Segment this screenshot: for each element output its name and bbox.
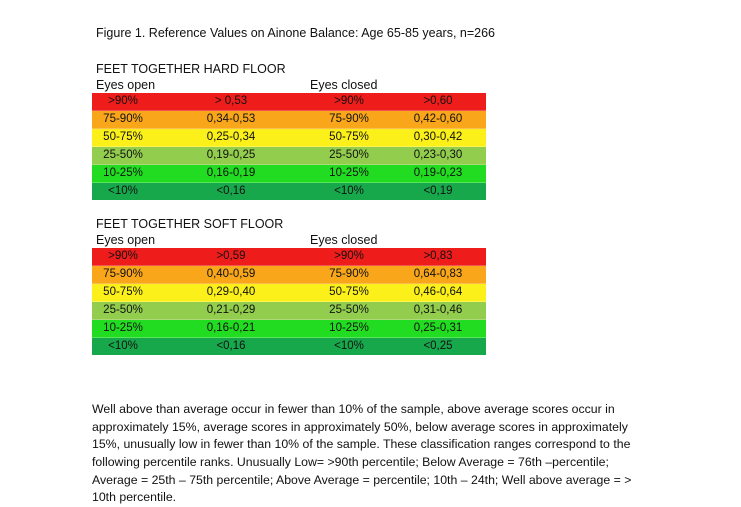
hard-floor-section (92, 61, 486, 200)
soft-floor-heading: FEET TOGETHER SOFT FLOOR (96, 217, 284, 231)
eyes-open-value: >0,59 (216, 250, 246, 262)
soft-floor-section (92, 216, 486, 355)
hard-floor-heading: FEET TOGETHER HARD FLOOR (96, 62, 286, 76)
hard-floor-eyes-closed-label: Eyes closed (310, 78, 378, 92)
eyes-open-value: 0,34-0,53 (154, 111, 308, 129)
hard-floor-subheader (92, 77, 486, 93)
eyes-closed-value: <0,19 (390, 183, 486, 201)
eyes-closed-percentile: <10% (308, 183, 390, 201)
table-row (92, 183, 486, 201)
table-row (92, 147, 486, 165)
table-row (92, 320, 486, 338)
table-row (92, 338, 486, 356)
eyes-open-value: <0,16 (154, 183, 308, 201)
eyes-closed-percentile: <10% (308, 338, 390, 356)
table-row (92, 93, 486, 111)
eyes-closed-percentile: >90% (334, 95, 364, 107)
eyes-closed-percentile: >90% (334, 250, 364, 262)
eyes-open-percentile: >90% (108, 95, 138, 107)
eyes-open-value: 0,40-0,59 (154, 266, 308, 284)
eyes-open-value: 0,16-0,21 (154, 320, 308, 338)
soft-floor-table (92, 248, 486, 355)
eyes-open-percentile: 25-50% (92, 147, 154, 165)
figure-title: Figure 1. Reference Values on Ainone Balance: Age 65-85 years, n=266 (96, 26, 495, 40)
eyes-open-value: <0,16 (154, 338, 308, 356)
table-row (92, 111, 486, 129)
eyes-open-percentile: 75-90% (92, 266, 154, 284)
eyes-closed-value: 0,25-0,31 (390, 320, 486, 338)
eyes-closed-value: 0,19-0,23 (390, 165, 486, 183)
eyes-closed-percentile: 10-25% (308, 165, 390, 183)
eyes-closed-value: <0,25 (390, 338, 486, 356)
description-paragraph: Well above than average occur in fewer than 10% of the sample, above average scores occur in approximately 15%, average scores in approximately 50%, below average scores in approximately 15%, unusually low in fewer than 10% of the sample. These classification ranges correspond to the following percentile ranks. Unusually Low= >90th percentile; Below Average = 76th –percentile; Average = 25th – 75th percentile; Above Average = percentile; 10th – 24th; Well above average = > 10th percentile. (92, 402, 632, 505)
eyes-open-percentile: <10% (92, 338, 154, 356)
eyes-closed-value: >0,60 (423, 95, 453, 107)
table-row (92, 266, 486, 284)
eyes-open-value: 0,25-0,34 (154, 129, 308, 147)
eyes-closed-value: 0,30-0,42 (390, 129, 486, 147)
eyes-open-value: 0,29-0,40 (154, 284, 308, 302)
eyes-open-percentile: 75-90% (92, 111, 154, 129)
table-row (92, 129, 486, 147)
eyes-closed-percentile: 50-75% (308, 129, 390, 147)
eyes-closed-value: 0,42-0,60 (390, 111, 486, 129)
eyes-closed-percentile: 25-50% (308, 302, 390, 320)
table-row (92, 284, 486, 302)
eyes-open-value: > 0,53 (214, 95, 248, 107)
eyes-open-percentile: <10% (92, 183, 154, 201)
eyes-closed-value: 0,46-0,64 (390, 284, 486, 302)
eyes-closed-percentile: 10-25% (308, 320, 390, 338)
eyes-open-value: 0,19-0,25 (154, 147, 308, 165)
eyes-open-value: 0,16-0,19 (154, 165, 308, 183)
eyes-open-percentile: 50-75% (92, 284, 154, 302)
eyes-closed-value: 0,23-0,30 (390, 147, 486, 165)
eyes-open-percentile: >90% (108, 250, 138, 262)
eyes-closed-value: 0,31-0,46 (390, 302, 486, 320)
eyes-open-percentile: 10-25% (92, 165, 154, 183)
table-row (92, 248, 486, 266)
eyes-closed-percentile: 75-90% (308, 111, 390, 129)
eyes-closed-percentile: 75-90% (308, 266, 390, 284)
eyes-closed-percentile: 25-50% (308, 147, 390, 165)
eyes-open-percentile: 25-50% (92, 302, 154, 320)
soft-floor-subheader (92, 232, 486, 248)
hard-floor-eyes-open-label: Eyes open (96, 78, 156, 92)
table-row (92, 302, 486, 320)
table-row (92, 165, 486, 183)
eyes-closed-value: >0,83 (423, 250, 453, 262)
eyes-closed-value: 0,64-0,83 (390, 266, 486, 284)
soft-floor-eyes-open-label: Eyes open (96, 233, 156, 247)
soft-floor-eyes-closed-label: Eyes closed (310, 233, 378, 247)
eyes-open-value: 0,21-0,29 (154, 302, 308, 320)
eyes-closed-percentile: 50-75% (308, 284, 390, 302)
eyes-open-percentile: 50-75% (92, 129, 154, 147)
eyes-open-percentile: 10-25% (92, 320, 154, 338)
hard-floor-table (92, 93, 486, 200)
